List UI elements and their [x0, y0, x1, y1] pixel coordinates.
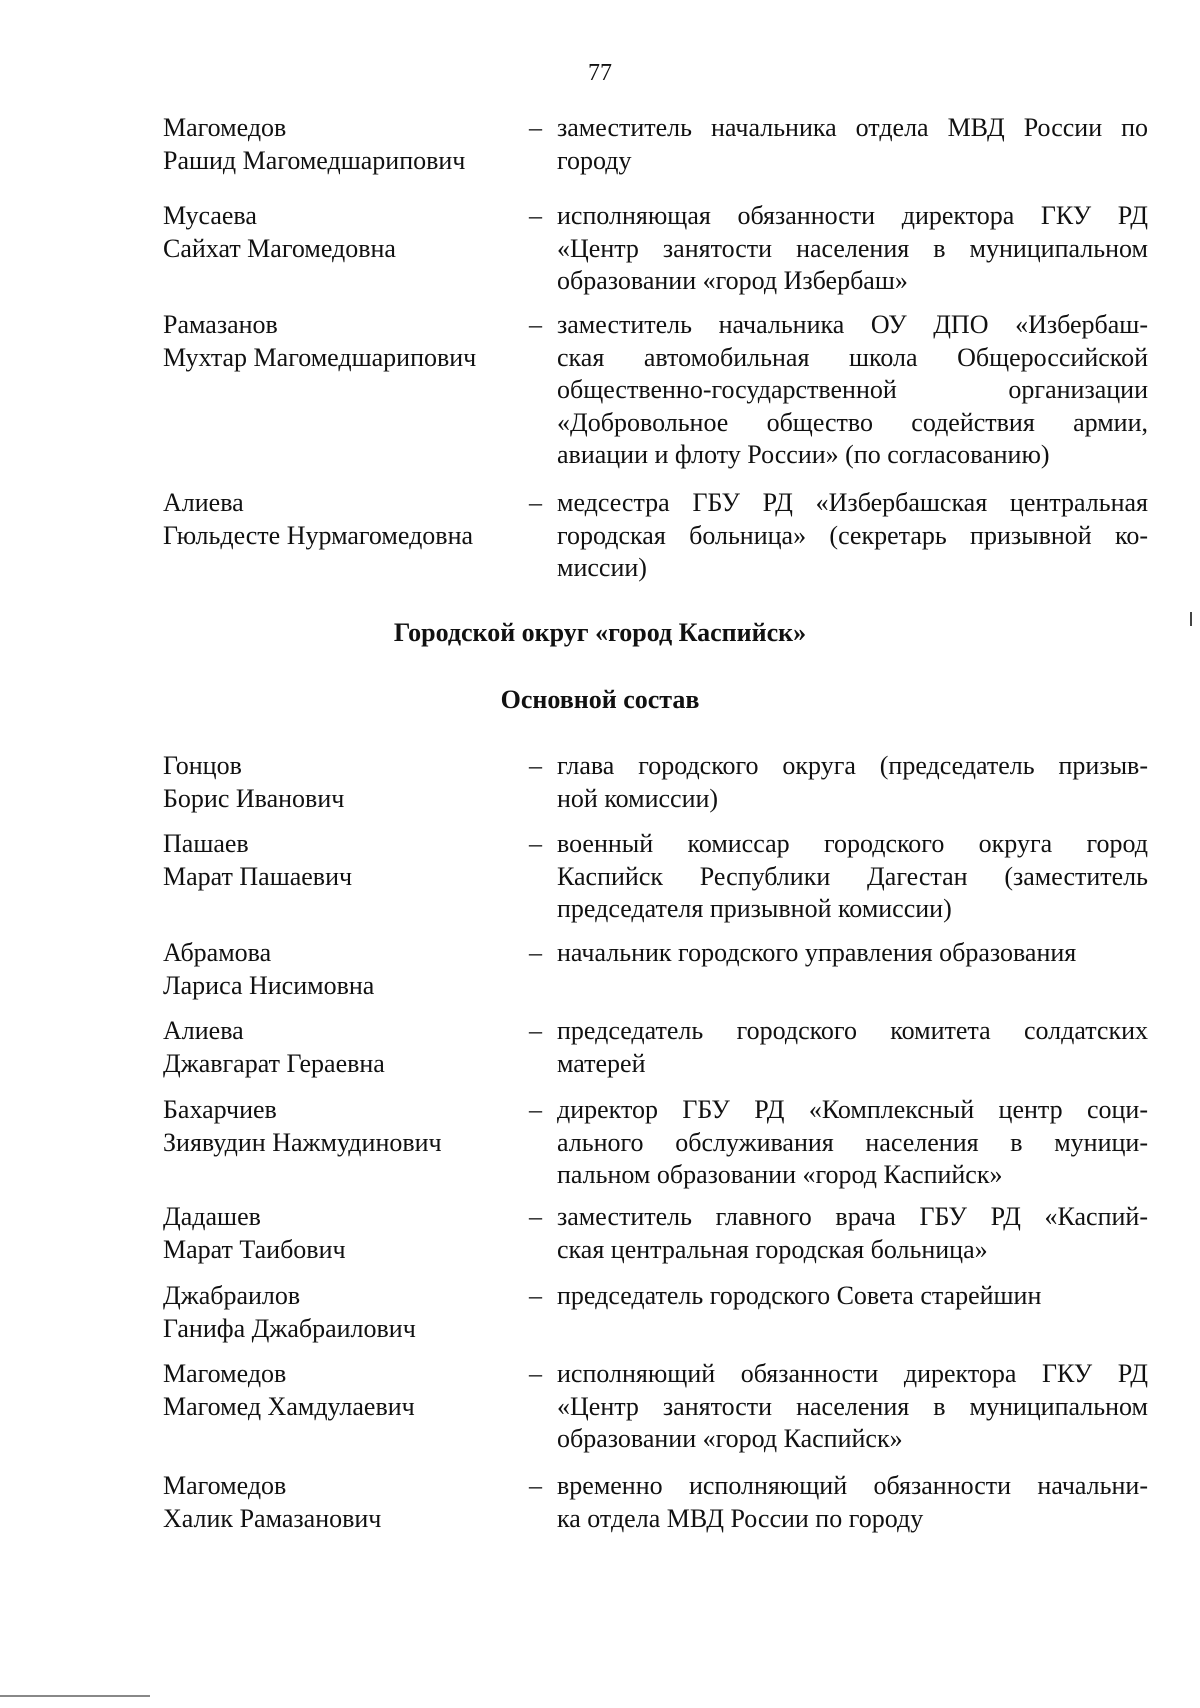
description-line: городская больница» (секретарь призывной ко-	[557, 520, 1148, 550]
given-names: Джавгарат Гераевна	[163, 1048, 385, 1078]
description-line: «Добровольное общество содействия армии,	[557, 407, 1148, 437]
surname: Абрамова	[163, 938, 272, 967]
description-line: ка отдела МВД России по городу	[557, 1503, 924, 1533]
dash: –	[529, 1202, 542, 1231]
given-names: Сайхат Магомедовна	[163, 233, 396, 263]
description-line: образовании «город Каспийск»	[557, 1424, 903, 1453]
given-names: Халик Рамазанович	[163, 1503, 382, 1533]
description-line: заместитель начальника ОУ ДПО «Избербаш-	[557, 310, 1148, 339]
dash: –	[529, 488, 542, 517]
given-names: Марат Пашаевич	[163, 861, 353, 891]
description-line: исполняющая обязанности директора ГКУ РД	[557, 201, 1148, 230]
surname: Алиева	[163, 1016, 244, 1045]
scan-mark	[1190, 612, 1192, 626]
given-names: Зиявудин Нажмудинович	[163, 1127, 442, 1157]
description-line: медсестра ГБУ РД «Избербашская центральная	[557, 488, 1148, 517]
description-line: исполняющий обязанности директора ГКУ РД	[557, 1359, 1148, 1388]
surname: Рамазанов	[163, 310, 278, 339]
surname: Дадашев	[163, 1202, 261, 1231]
dash: –	[529, 1095, 542, 1124]
description-line: начальник городского управления образования	[557, 938, 1077, 967]
given-names: Ганифа Джабраилович	[163, 1313, 416, 1343]
description-line: ной комиссии)	[557, 783, 719, 813]
position-description	[557, 1015, 1148, 1080]
person-name	[163, 1094, 523, 1159]
person-name	[163, 1015, 523, 1080]
given-names: Марат Таибович	[163, 1234, 346, 1264]
description-line: «Центр занятости населения в муниципальном	[557, 233, 1148, 263]
position-description	[557, 1470, 1148, 1535]
dash: –	[529, 1359, 542, 1388]
person-name	[163, 309, 523, 374]
description-line: заместитель начальника отдела МВД России по	[557, 113, 1148, 142]
dash: –	[529, 1471, 542, 1500]
position-description	[557, 112, 1148, 177]
description-line: ального обслуживания населения в муници-	[557, 1127, 1148, 1157]
description-line: городу	[557, 145, 632, 175]
description-line: матерей	[557, 1048, 646, 1078]
position-description	[557, 1358, 1148, 1456]
scan-mark	[0, 1695, 150, 1697]
given-names: Мухтар Магомедшарипович	[163, 342, 477, 372]
position-description	[557, 1201, 1148, 1266]
description-line: миссии)	[557, 553, 647, 582]
person-name	[163, 200, 523, 265]
position-description	[557, 1280, 1148, 1313]
given-names: Рашид Магомедшарипович	[163, 145, 466, 175]
surname: Магомедов	[163, 113, 287, 142]
surname: Алиева	[163, 488, 244, 517]
given-names: Борис Иванович	[163, 783, 345, 813]
composition-heading: Основной состав	[500, 685, 700, 714]
position-description	[557, 828, 1148, 926]
description-line: пальном образовании «город Каспийск»	[557, 1160, 1003, 1189]
given-names: Лариса Нисимовна	[163, 970, 375, 1000]
position-description	[557, 1094, 1148, 1192]
surname: Гонцов	[163, 751, 242, 780]
description-line: председатель городского Совета старейшин	[557, 1281, 1042, 1310]
person-name	[163, 1201, 523, 1266]
description-line: Каспийск Республики Дагестан (заместитель	[557, 861, 1148, 891]
person-name	[163, 750, 523, 815]
position-description	[557, 750, 1148, 815]
dash: –	[529, 829, 542, 858]
position-description	[557, 200, 1148, 298]
person-name	[163, 1280, 523, 1345]
dash: –	[529, 1016, 542, 1045]
description-line: временно исполняющий обязанности начальни-	[557, 1471, 1148, 1500]
position-description	[557, 487, 1148, 585]
description-line: военный комиссар городского округа город	[557, 829, 1148, 858]
description-line: образовании «город Избербаш»	[557, 266, 908, 295]
description-line: глава городского округа (председатель призыв-	[557, 751, 1148, 780]
dash: –	[529, 751, 542, 780]
description-line: ская автомобильная школа Общероссийской	[557, 342, 1148, 372]
position-description	[557, 937, 1148, 970]
description-line: общественно-государственной организации	[557, 375, 1148, 404]
given-names: Гюльдесте Нурмагомедовна	[163, 520, 474, 550]
surname: Бахарчиев	[163, 1095, 277, 1124]
person-name	[163, 112, 523, 177]
district-heading: Городской округ «город Каспийск»	[393, 618, 807, 647]
person-name	[163, 937, 523, 1002]
description-line: авиации и флоту России» (по согласованию)	[557, 440, 1050, 469]
description-line: заместитель главного врача ГБУ РД «Каспий-	[557, 1202, 1148, 1231]
surname: Пашаев	[163, 829, 249, 858]
person-name	[163, 828, 523, 893]
dash: –	[529, 938, 542, 967]
given-names: Магомед Хамдулаевич	[163, 1391, 415, 1421]
description-line: «Центр занятости населения в муниципальном	[557, 1391, 1148, 1421]
person-name	[163, 1358, 523, 1423]
surname: Джабраилов	[163, 1281, 301, 1310]
description-line: директор ГБУ РД «Комплексный центр соци-	[557, 1095, 1148, 1124]
description-line: председателя призывной комиссии)	[557, 894, 952, 923]
dash: –	[529, 113, 542, 142]
dash: –	[529, 201, 542, 230]
dash: –	[529, 310, 542, 339]
page-number: 77	[588, 60, 612, 86]
position-description	[557, 309, 1148, 472]
surname: Мусаева	[163, 201, 257, 230]
dash: –	[529, 1281, 542, 1310]
description-line: ская центральная городская больница»	[557, 1234, 988, 1264]
surname: Магомедов	[163, 1471, 287, 1500]
person-name	[163, 487, 523, 552]
person-name	[163, 1470, 523, 1535]
description-line: председатель городского комитета солдатских	[557, 1016, 1148, 1045]
surname: Магомедов	[163, 1359, 287, 1388]
